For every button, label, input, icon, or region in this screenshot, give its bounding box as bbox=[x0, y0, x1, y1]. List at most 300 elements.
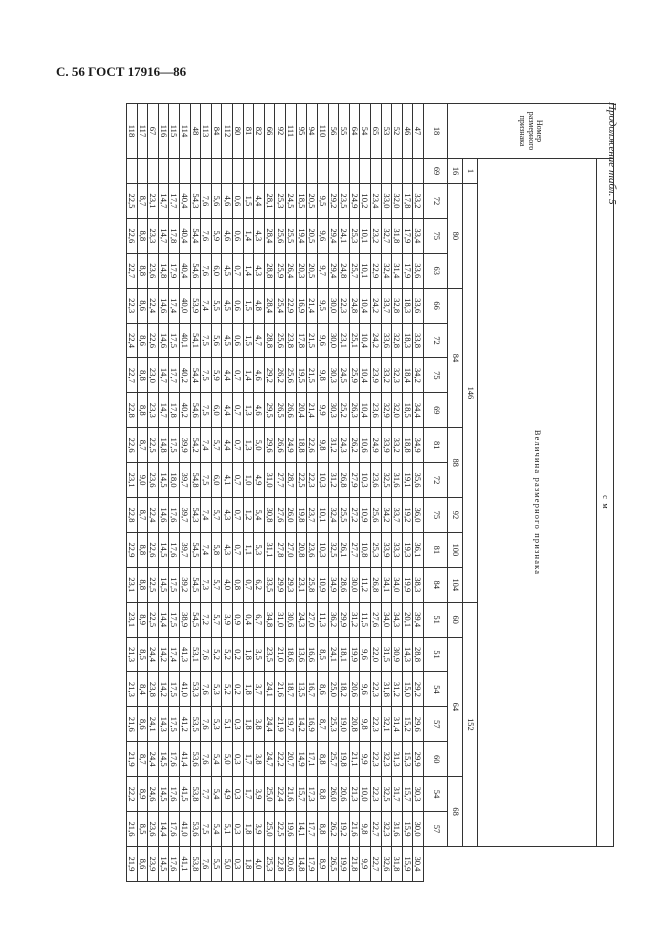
value-cell: 6,7 bbox=[254, 602, 265, 637]
value-cell: 24,4 bbox=[264, 707, 275, 742]
value-cell: 18,6 bbox=[286, 637, 297, 672]
value-cell: 32,3 bbox=[392, 358, 403, 393]
value-cell: 53,8 bbox=[190, 847, 201, 882]
value-cell: 4,0 bbox=[254, 847, 265, 882]
row-number-cell: 117 bbox=[137, 104, 148, 159]
value-cell: 10,1 bbox=[317, 498, 328, 533]
value-cell: 32,7 bbox=[381, 218, 392, 253]
value-cell: 34,1 bbox=[381, 567, 392, 602]
value-cell: 27,8 bbox=[275, 532, 286, 567]
value-cell: 39,9 bbox=[179, 428, 190, 463]
value-cell: 0,3 bbox=[233, 742, 244, 777]
value-cell: 21,9 bbox=[126, 847, 137, 882]
value-cell: 0,4 bbox=[243, 602, 254, 637]
value-cell: 41,4 bbox=[179, 742, 190, 777]
empty-cell bbox=[349, 159, 360, 184]
row-number-cell: 113 bbox=[201, 104, 212, 159]
value-cell: 8,7 bbox=[137, 428, 148, 463]
value-cell: 9,6 bbox=[317, 218, 328, 253]
value-cell: 30,0 bbox=[413, 812, 424, 847]
value-cell: 53,1 bbox=[190, 637, 201, 672]
size-table bbox=[126, 103, 614, 882]
value-cell: 9,7 bbox=[317, 253, 328, 288]
value-cell: 22,8 bbox=[126, 393, 137, 428]
empty-cell bbox=[190, 159, 201, 184]
value-cell: 0,7 bbox=[233, 463, 244, 498]
value-cell: 3,9 bbox=[222, 602, 233, 637]
value-cell: 29,5 bbox=[264, 393, 275, 428]
value-cell: 10,2 bbox=[360, 184, 371, 219]
value-cell: 28,8 bbox=[264, 323, 275, 358]
table-row bbox=[296, 104, 307, 882]
value-cell: 9,9 bbox=[360, 847, 371, 882]
value-cell: 20,3 bbox=[296, 253, 307, 288]
value-cell: 53,5 bbox=[190, 707, 201, 742]
empty-cell bbox=[360, 159, 371, 184]
value-cell: 40,0 bbox=[179, 288, 190, 323]
value-cell: 40,4 bbox=[179, 184, 190, 219]
value-cell: 0,2 bbox=[233, 672, 244, 707]
value-cell: 8,9 bbox=[317, 847, 328, 882]
level3-header: 57 bbox=[424, 812, 448, 847]
value-cell: 19,6 bbox=[286, 812, 297, 847]
value-cell: 17,4 bbox=[169, 288, 180, 323]
value-cell: 22,2 bbox=[126, 777, 137, 812]
empty-cell bbox=[392, 159, 403, 184]
value-cell: 9,6 bbox=[360, 637, 371, 672]
value-cell: 31,0 bbox=[264, 463, 275, 498]
row-number-cell: 112 bbox=[222, 104, 233, 159]
value-cell: 29,6 bbox=[264, 428, 275, 463]
value-cell: 9,8 bbox=[317, 428, 328, 463]
table-row bbox=[201, 104, 212, 882]
table-row bbox=[190, 104, 201, 882]
level3-header: 66 bbox=[424, 288, 448, 323]
value-cell: 4,9 bbox=[222, 777, 233, 812]
empty-cell bbox=[233, 159, 244, 184]
value-cell: 14,2 bbox=[158, 672, 169, 707]
value-cell: 16,9 bbox=[296, 288, 307, 323]
value-cell: 21,3 bbox=[126, 672, 137, 707]
value-cell: 17,7 bbox=[307, 812, 318, 847]
value-cell: 21,8 bbox=[349, 847, 360, 882]
value-cell: 23,6 bbox=[148, 463, 159, 498]
value-cell: 14,5 bbox=[158, 532, 169, 567]
value-cell: 22,5 bbox=[148, 602, 159, 637]
value-cell: 33,8 bbox=[413, 323, 424, 358]
value-cell: 23,8 bbox=[148, 672, 159, 707]
value-cell: 14,7 bbox=[158, 218, 169, 253]
value-cell: 5,4 bbox=[211, 777, 222, 812]
value-cell: 18,0 bbox=[169, 463, 180, 498]
level3-header: 54 bbox=[424, 777, 448, 812]
value-cell: 17,6 bbox=[169, 847, 180, 882]
level3-header: 54 bbox=[424, 672, 448, 707]
value-cell: 23,0 bbox=[148, 358, 159, 393]
value-cell: 0,7 bbox=[233, 253, 244, 288]
value-cell: 27,7 bbox=[349, 532, 360, 567]
row-number-cell: 82 bbox=[254, 104, 265, 159]
level3-header-row bbox=[424, 104, 448, 882]
value-cell: 11,5 bbox=[360, 602, 371, 637]
value-cell: 1,0 bbox=[243, 463, 254, 498]
row-number-cell: 115 bbox=[169, 104, 180, 159]
value-cell: 8,9 bbox=[137, 777, 148, 812]
value-cell: 10,9 bbox=[317, 567, 328, 602]
value-cell: 5,6 bbox=[211, 184, 222, 219]
value-cell: 7,5 bbox=[201, 323, 212, 358]
value-cell: 4,5 bbox=[222, 323, 233, 358]
value-cell: 25,3 bbox=[275, 184, 286, 219]
value-cell: 33,3 bbox=[392, 532, 403, 567]
value-cell: 10,1 bbox=[360, 253, 371, 288]
value-cell: 39,7 bbox=[179, 463, 190, 498]
value-cell: 31,5 bbox=[381, 637, 392, 672]
value-cell: 14,5 bbox=[158, 847, 169, 882]
value-cell: 20,5 bbox=[307, 184, 318, 219]
empty-cell bbox=[370, 159, 381, 184]
level3-header: 75 bbox=[424, 498, 448, 533]
value-cell: 25,0 bbox=[328, 672, 339, 707]
table-body bbox=[126, 104, 423, 882]
value-cell: 41,3 bbox=[179, 637, 190, 672]
table-container bbox=[90, 103, 614, 881]
value-cell: 26,6 bbox=[275, 428, 286, 463]
value-cell: 54,5 bbox=[190, 567, 201, 602]
row-number-cell: 81 bbox=[243, 104, 254, 159]
value-cell: 36,2 bbox=[328, 602, 339, 637]
table-row bbox=[381, 104, 392, 882]
value-cell: 25,7 bbox=[349, 253, 360, 288]
value-cell: 27,6 bbox=[370, 602, 381, 637]
value-cell: 8,8 bbox=[137, 218, 148, 253]
value-cell: 26,1 bbox=[339, 532, 350, 567]
value-cell: 4,5 bbox=[222, 253, 233, 288]
value-cell: 36,1 bbox=[413, 532, 424, 567]
value-cell: 21,9 bbox=[275, 707, 286, 742]
value-cell: 5,5 bbox=[211, 288, 222, 323]
value-cell: 18,2 bbox=[339, 672, 350, 707]
value-cell: 1,4 bbox=[243, 253, 254, 288]
value-cell: 34,3 bbox=[392, 602, 403, 637]
table-row bbox=[275, 104, 286, 882]
value-cell: 30,4 bbox=[413, 847, 424, 882]
value-cell: 17,9 bbox=[402, 253, 413, 288]
value-cell: 29,2 bbox=[328, 184, 339, 219]
value-cell: 5,4 bbox=[254, 498, 265, 533]
table-row bbox=[126, 104, 137, 882]
value-cell: 25,0 bbox=[264, 812, 275, 847]
value-cell: 7,7 bbox=[201, 777, 212, 812]
value-cell: 28,1 bbox=[264, 184, 275, 219]
empty-cell bbox=[254, 159, 265, 184]
value-cell: 36,0 bbox=[413, 498, 424, 533]
value-cell: 24,9 bbox=[286, 428, 297, 463]
value-cell: 33,7 bbox=[392, 498, 403, 533]
value-cell: 22,8 bbox=[275, 847, 286, 882]
value-cell: 25,6 bbox=[275, 218, 286, 253]
value-cell: 22,3 bbox=[370, 707, 381, 742]
value-cell: 34,9 bbox=[413, 428, 424, 463]
value-cell: 30,3 bbox=[413, 777, 424, 812]
value-cell: 31,6 bbox=[392, 812, 403, 847]
level3-header: 63 bbox=[424, 253, 448, 288]
value-cell: 7,6 bbox=[201, 637, 212, 672]
value-cell: 15,3 bbox=[402, 742, 413, 777]
value-cell: 8,9 bbox=[137, 602, 148, 637]
value-cell: 17,7 bbox=[169, 184, 180, 219]
value-cell: 23,1 bbox=[148, 184, 159, 219]
value-cell: 24,8 bbox=[339, 253, 350, 288]
value-cell: 24,2 bbox=[370, 323, 381, 358]
row-number-cell: 80 bbox=[233, 104, 244, 159]
level3-header: 75 bbox=[424, 218, 448, 253]
level2-header: 68 bbox=[448, 777, 463, 847]
value-cell: 23,3 bbox=[148, 218, 159, 253]
value-cell: 54,5 bbox=[190, 602, 201, 637]
value-cell: 31,8 bbox=[392, 847, 403, 882]
table-row bbox=[286, 104, 297, 882]
value-cell: 21,6 bbox=[349, 812, 360, 847]
value-cell: 10,4 bbox=[360, 358, 371, 393]
value-cell: 18,3 bbox=[402, 323, 413, 358]
value-cell: 17,6 bbox=[169, 742, 180, 777]
empty-cell bbox=[169, 159, 180, 184]
value-cell: 19,2 bbox=[339, 812, 350, 847]
value-cell: 18,3 bbox=[402, 288, 413, 323]
value-cell: 30,0 bbox=[349, 567, 360, 602]
value-cell: 8,8 bbox=[317, 777, 328, 812]
value-cell: 31,2 bbox=[349, 602, 360, 637]
value-cell: 27,6 bbox=[275, 498, 286, 533]
level2-header: 16 bbox=[448, 159, 463, 184]
table-row bbox=[243, 104, 254, 882]
empty-cell bbox=[328, 159, 339, 184]
value-cell: 17,6 bbox=[169, 498, 180, 533]
value-cell: 22,6 bbox=[148, 323, 159, 358]
value-cell: 1,7 bbox=[243, 777, 254, 812]
value-cell: 0,3 bbox=[233, 812, 244, 847]
value-cell: 29,2 bbox=[264, 358, 275, 393]
value-cell: 34,0 bbox=[392, 567, 403, 602]
value-cell: 28,4 bbox=[264, 288, 275, 323]
value-cell: 19,9 bbox=[402, 567, 413, 602]
empty-cell bbox=[296, 159, 307, 184]
value-cell: 22,5 bbox=[126, 184, 137, 219]
level3-header: 60 bbox=[424, 742, 448, 777]
value-cell: 6,2 bbox=[254, 567, 265, 602]
value-cell: 5,5 bbox=[211, 847, 222, 882]
value-cell: 41,0 bbox=[179, 812, 190, 847]
value-cell: 17,9 bbox=[402, 218, 413, 253]
value-cell: 0,6 bbox=[233, 218, 244, 253]
value-cell: 23,1 bbox=[126, 463, 137, 498]
value-cell: 14,2 bbox=[158, 637, 169, 672]
value-cell: 14,2 bbox=[296, 707, 307, 742]
value-cell: 8,6 bbox=[137, 847, 148, 882]
value-cell: 18,1 bbox=[339, 637, 350, 672]
empty-cell bbox=[381, 159, 392, 184]
value-cell: 21,9 bbox=[126, 742, 137, 777]
value-cell: 6,0 bbox=[211, 393, 222, 428]
value-cell: 31,4 bbox=[392, 707, 403, 742]
value-cell: 8,8 bbox=[137, 532, 148, 567]
value-cell: 0,3 bbox=[233, 777, 244, 812]
value-cell: 22,7 bbox=[370, 812, 381, 847]
value-cell: 5,7 bbox=[211, 498, 222, 533]
value-cell: 5,2 bbox=[222, 637, 233, 672]
value-cell: 31,1 bbox=[264, 532, 275, 567]
value-cell: 31,4 bbox=[392, 253, 403, 288]
value-cell: 10,4 bbox=[360, 288, 371, 323]
level2-header: 88 bbox=[448, 428, 463, 498]
table-row bbox=[402, 104, 413, 882]
value-cell: 21,1 bbox=[349, 742, 360, 777]
value-cell: 14,4 bbox=[158, 812, 169, 847]
value-cell: 9,9 bbox=[317, 393, 328, 428]
value-cell: 0,7 bbox=[243, 567, 254, 602]
value-cell: 14,3 bbox=[158, 707, 169, 742]
value-cell: 27,2 bbox=[349, 498, 360, 533]
value-cell: 32,1 bbox=[381, 707, 392, 742]
value-cell: 30,8 bbox=[264, 498, 275, 533]
value-cell: 54,4 bbox=[190, 218, 201, 253]
row-number-cell: 94 bbox=[307, 104, 318, 159]
value-cell: 4,4 bbox=[222, 428, 233, 463]
value-cell: 30,3 bbox=[328, 393, 339, 428]
row-number-cell: 67 bbox=[148, 104, 159, 159]
value-cell: 22,5 bbox=[148, 428, 159, 463]
continuation-label: Продолжение табл. 5 bbox=[606, 102, 618, 205]
value-cell: 23,6 bbox=[307, 532, 318, 567]
value-cell: 21,5 bbox=[307, 358, 318, 393]
table-row bbox=[307, 104, 318, 882]
value-cell: 53,3 bbox=[190, 672, 201, 707]
value-cell: 25,0 bbox=[264, 777, 275, 812]
value-cell: 31,7 bbox=[392, 777, 403, 812]
value-cell: 26,2 bbox=[275, 358, 286, 393]
value-cell: 26,5 bbox=[328, 847, 339, 882]
value-cell: 32,5 bbox=[381, 463, 392, 498]
value-cell: 10,3 bbox=[317, 463, 328, 498]
value-cell: 8,6 bbox=[137, 707, 148, 742]
value-cell: 28,4 bbox=[264, 218, 275, 253]
value-cell: 0,7 bbox=[233, 428, 244, 463]
table-row bbox=[370, 104, 381, 882]
row-number-cell: 56 bbox=[328, 104, 339, 159]
value-cell: 0,7 bbox=[233, 358, 244, 393]
empty-cell bbox=[275, 159, 286, 184]
value-cell: 9,9 bbox=[360, 742, 371, 777]
level3-header: 81 bbox=[424, 532, 448, 567]
value-cell: 10,3 bbox=[360, 463, 371, 498]
value-cell: 7,6 bbox=[201, 218, 212, 253]
value-cell: 14,8 bbox=[296, 847, 307, 882]
level2-header: 60 bbox=[448, 602, 463, 637]
value-cell: 7,4 bbox=[201, 532, 212, 567]
value-cell: 33,9 bbox=[381, 532, 392, 567]
value-cell: 20,6 bbox=[286, 847, 297, 882]
level3-header: 81 bbox=[424, 428, 448, 463]
value-cell: 8,5 bbox=[317, 637, 328, 672]
value-cell: 32,4 bbox=[381, 253, 392, 288]
value-cell: 9,5 bbox=[317, 184, 328, 219]
value-cell: 1,5 bbox=[243, 323, 254, 358]
value-cell: 3,9 bbox=[254, 812, 265, 847]
value-cell: 24,1 bbox=[328, 637, 339, 672]
value-cell: 10,6 bbox=[360, 428, 371, 463]
value-cell: 5,8 bbox=[211, 532, 222, 567]
value-cell: 32,8 bbox=[392, 323, 403, 358]
value-cell: 4,3 bbox=[254, 253, 265, 288]
value-cell: 25,3 bbox=[370, 532, 381, 567]
value-cell: 0,7 bbox=[233, 532, 244, 567]
level3-header: 75 bbox=[424, 358, 448, 393]
value-cell: 8,8 bbox=[137, 253, 148, 288]
value-cell: 17,6 bbox=[169, 812, 180, 847]
value-cell: 24,1 bbox=[264, 672, 275, 707]
value-cell: 15,7 bbox=[296, 777, 307, 812]
value-cell: 5,3 bbox=[254, 532, 265, 567]
table-row bbox=[264, 104, 275, 882]
empty-cell bbox=[413, 159, 424, 184]
value-cell: 28,8 bbox=[264, 253, 275, 288]
value-cell: 23,1 bbox=[296, 567, 307, 602]
row-number-cell: 65 bbox=[370, 104, 381, 159]
value-cell: 38,9 bbox=[179, 602, 190, 637]
value-cell: 4,6 bbox=[222, 184, 233, 219]
value-cell: 0,6 bbox=[233, 323, 244, 358]
value-cell: 7,5 bbox=[201, 812, 212, 847]
value-cell: 22,6 bbox=[148, 532, 159, 567]
value-cell: 33,2 bbox=[381, 358, 392, 393]
value-cell: 1,8 bbox=[243, 707, 254, 742]
value-cell: 14,4 bbox=[158, 602, 169, 637]
value-cell: 25,3 bbox=[328, 707, 339, 742]
value-cell: 16,9 bbox=[307, 707, 318, 742]
value-cell: 35,6 bbox=[413, 463, 424, 498]
value-cell: 22,3 bbox=[370, 777, 381, 812]
value-cell: 10,1 bbox=[360, 218, 371, 253]
value-cell: 30,0 bbox=[328, 323, 339, 358]
table-row bbox=[222, 104, 233, 882]
value-cell: 21,6 bbox=[126, 812, 137, 847]
value-cell: 4,4 bbox=[254, 184, 265, 219]
value-cell: 18,7 bbox=[286, 672, 297, 707]
value-cell: 25,9 bbox=[275, 253, 286, 288]
value-cell: 8,7 bbox=[137, 184, 148, 219]
value-cell: 32,0 bbox=[392, 393, 403, 428]
value-cell: 5,7 bbox=[211, 567, 222, 602]
value-cell: 34,8 bbox=[264, 602, 275, 637]
value-cell: 4,6 bbox=[254, 358, 265, 393]
table-row bbox=[413, 104, 424, 882]
value-cell: 18,5 bbox=[402, 393, 413, 428]
value-cell: 25,3 bbox=[349, 218, 360, 253]
value-cell: 9,6 bbox=[360, 672, 371, 707]
value-cell: 8,5 bbox=[137, 812, 148, 847]
value-cell: 8,6 bbox=[137, 288, 148, 323]
value-cell: 33,4 bbox=[413, 218, 424, 253]
value-cell: 17,8 bbox=[402, 184, 413, 219]
value-cell: 25,2 bbox=[339, 393, 350, 428]
value-cell: 14,9 bbox=[296, 742, 307, 777]
value-cell: 31,8 bbox=[381, 672, 392, 707]
value-cell: 4,4 bbox=[222, 358, 233, 393]
value-cell: 26,8 bbox=[339, 463, 350, 498]
value-cell: 7,6 bbox=[201, 253, 212, 288]
value-cell: 22,4 bbox=[148, 498, 159, 533]
